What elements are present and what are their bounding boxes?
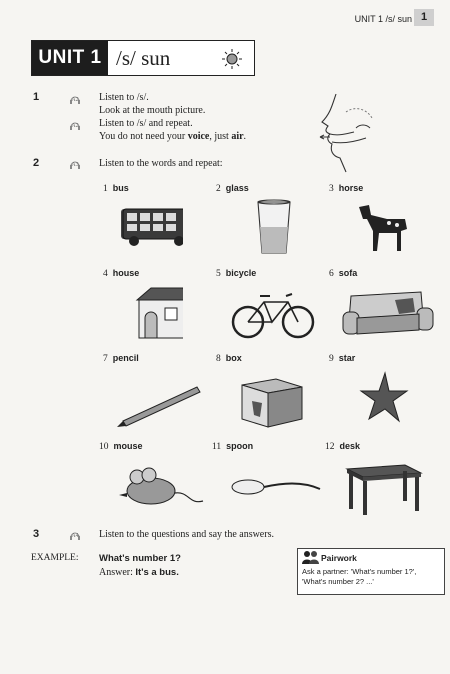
bicycle-icon bbox=[216, 282, 316, 344]
example-label: EXAMPLE: bbox=[31, 553, 79, 563]
instruction-line: Listen to /s/. bbox=[99, 92, 149, 103]
word-item: 11 spoon bbox=[212, 441, 324, 526]
word-item: 3 horse bbox=[329, 183, 441, 268]
mouse-icon bbox=[99, 455, 209, 517]
audio-track-icon[interactable]: A2 bbox=[71, 123, 79, 129]
word-item: 8 box bbox=[216, 353, 328, 438]
instruction-line: Listen to the words and repeat: bbox=[99, 158, 223, 169]
unit-title-box bbox=[31, 40, 255, 76]
pairwork-text: Ask a partner: 'What's number 1?', 'What's number 2? ...' bbox=[302, 567, 417, 586]
word-item: 9 star bbox=[329, 353, 441, 438]
exercise-number: 1 bbox=[33, 91, 40, 103]
word-item: 10 mouse bbox=[99, 441, 211, 526]
audio-track-icon[interactable]: A3 bbox=[71, 162, 79, 168]
word-item: 7 pencil bbox=[103, 353, 215, 438]
pencil-icon bbox=[103, 367, 203, 429]
sound-title: /s/ sun bbox=[116, 46, 171, 70]
horse-icon bbox=[329, 197, 409, 259]
word-item: 1 bus bbox=[103, 183, 215, 268]
star-icon bbox=[329, 367, 419, 429]
word-item: 4 house bbox=[103, 268, 215, 353]
bus-icon bbox=[103, 197, 183, 257]
exercise-number: 2 bbox=[33, 157, 40, 169]
sun-icon bbox=[221, 48, 243, 70]
spoon-icon bbox=[212, 455, 324, 517]
glass-icon bbox=[216, 197, 296, 259]
box-icon bbox=[216, 367, 306, 429]
example-answer: Answer: It's a bus. bbox=[99, 567, 179, 578]
unit-header-label: UNIT 1 /s/ sun bbox=[354, 14, 412, 24]
instruction-line: You do not need your voice, just air. bbox=[99, 131, 247, 142]
word-item: 5 bicycle bbox=[216, 268, 328, 353]
sofa-icon bbox=[329, 282, 439, 344]
pairwork-box bbox=[297, 548, 445, 595]
audio-track-icon[interactable]: A2 bbox=[71, 97, 79, 103]
page-number: 1 bbox=[414, 9, 434, 26]
exercise-number: 3 bbox=[33, 528, 40, 540]
word-item: 2 glass bbox=[216, 183, 328, 268]
audio-track-icon[interactable]: A4 bbox=[71, 533, 79, 539]
instruction-line: Listen to the questions and say the answers. bbox=[99, 529, 274, 540]
instruction-line: Listen to /s/ and repeat. bbox=[99, 118, 193, 129]
pairwork-title: Pairwork bbox=[321, 553, 357, 563]
house-icon bbox=[103, 282, 183, 344]
word-item: 6 sofa bbox=[329, 268, 441, 353]
people-icon bbox=[302, 550, 320, 565]
example-question: What's number 1? bbox=[99, 553, 181, 564]
desk-icon bbox=[325, 455, 425, 517]
mouth-picture bbox=[316, 92, 378, 174]
instruction-line: Look at the mouth picture. bbox=[99, 105, 206, 116]
unit-title: UNIT 1 bbox=[32, 41, 108, 75]
word-item: 12 desk bbox=[325, 441, 437, 526]
